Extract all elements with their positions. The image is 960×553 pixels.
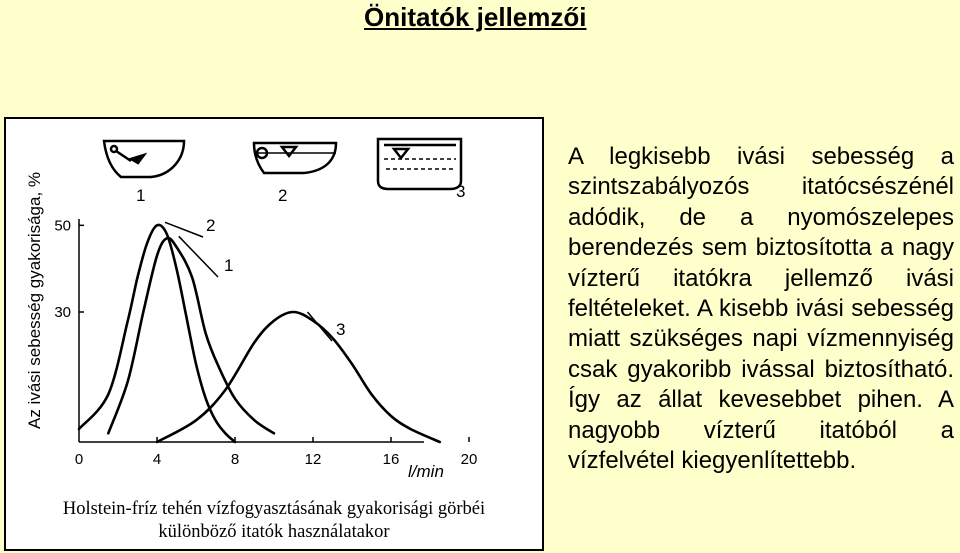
- chart-caption-line-1: Holstein-fríz tehén vízfogyasztásának gyakorisági görbéi: [62, 499, 486, 519]
- x-tick-label: 4: [152, 451, 162, 468]
- device-2-icon: [254, 143, 336, 173]
- page-title: Önitatók jellemzői: [364, 2, 587, 32]
- device-3-icon: [378, 139, 461, 189]
- curve-label-leader: [165, 222, 203, 237]
- device-label-1: 1: [136, 186, 146, 205]
- curve-label-2: 2: [206, 216, 216, 235]
- x-axis-label: l/min: [408, 462, 444, 481]
- x-tick-label: 8: [230, 451, 240, 468]
- y-axis-label: Az ivási sebesség gyakorisága, %: [25, 171, 44, 429]
- x-tick-label: 0: [74, 451, 84, 468]
- curve-label-leader: [179, 236, 218, 277]
- description-paragraph: A legkisebb ivási sebesség a szintszabályozós itatócsészénél adódik, de a nyomószelepes berendezés sem biztosította a nagy vízterű itatókra jellemző ivási feltételeket. A kisebb ivási sebesség miatt szükséges napi vízmennyiség csak gyakoribb ivással biztosítható. Így az állat kevesebbet pihen. A nagyobb vízterű itatóból a vízfelvétel kiegyenlítettebb.: [568, 143, 954, 475]
- figure-frame: [4, 117, 544, 551]
- y-tick-label: 50: [54, 217, 71, 235]
- x-tick-label: 12: [304, 451, 322, 468]
- y-tick-label: 30: [54, 304, 71, 321]
- x-tick-label: 16: [382, 451, 400, 468]
- chart-caption-line-2: különböző itatók használatakor: [158, 522, 390, 542]
- curve-label-3: 3: [336, 320, 346, 339]
- device-1-icon: [104, 141, 184, 177]
- device-label-2: 2: [278, 186, 288, 205]
- curve-label-leader: [308, 312, 333, 341]
- curve-label-1: 1: [224, 256, 234, 275]
- frequency-chart: [6, 119, 542, 549]
- x-tick-label: 20: [460, 451, 478, 468]
- device-label-3: 3: [456, 182, 466, 201]
